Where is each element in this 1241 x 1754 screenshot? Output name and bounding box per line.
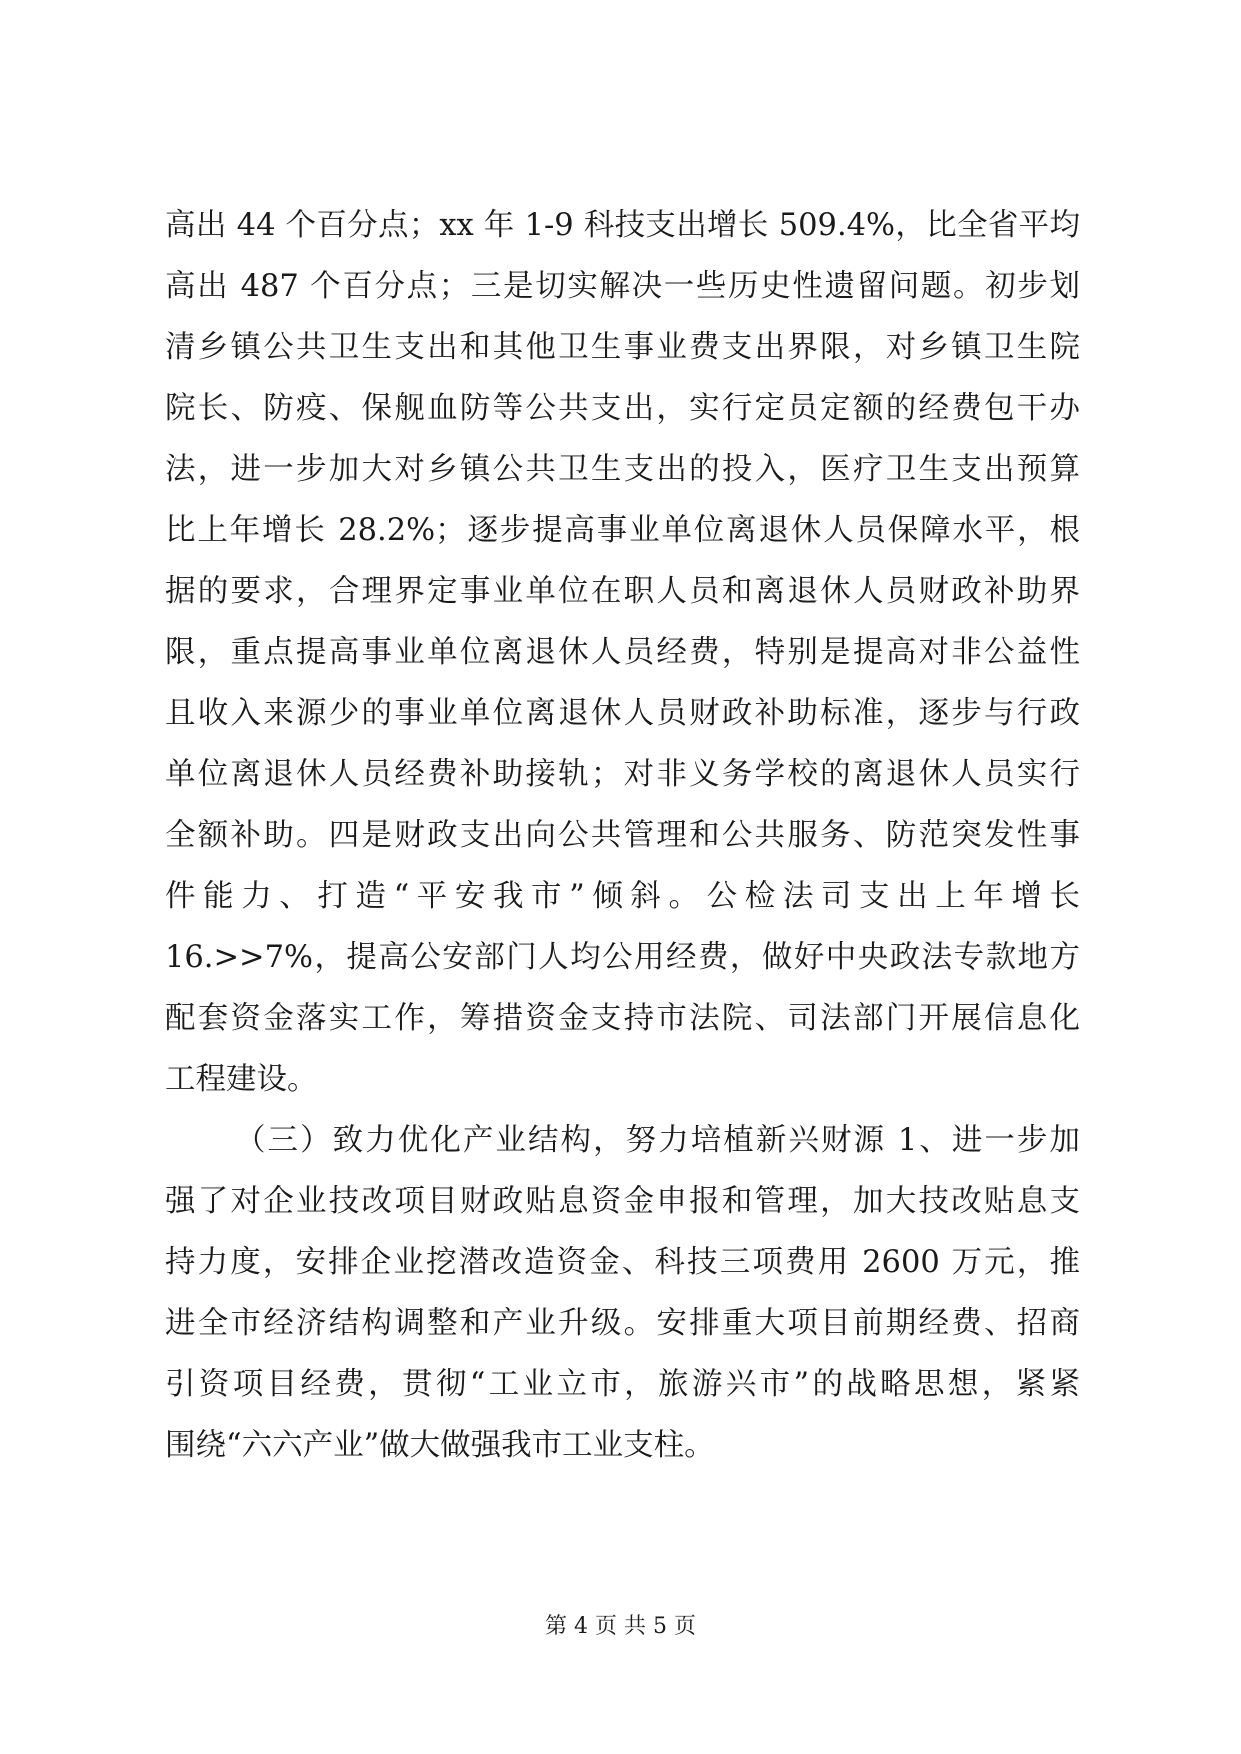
section-heading-line: （三）致力优化产业结构，努力培植新兴财源 1、进一步加 xyxy=(235,1123,1080,1158)
text-line: 工程建设。 xyxy=(165,1062,318,1097)
page-number-footer: 第 4 页 共 5 页 xyxy=(545,1614,696,1639)
text-line: 高出 487 个百分点；三是切实解决一些历史性遗留问题。初步划 xyxy=(165,269,1080,304)
text-line: 且收入来源少的事业单位离退休人员财政补助标准，逐步与行政 xyxy=(165,696,1080,731)
body-text xyxy=(165,195,1080,1476)
text-line: 围绕“六六产业”做大做强我市工业支柱。 xyxy=(165,1428,715,1463)
text-line: 据的要求，合理界定事业单位在职人员和离退休人员财政补助界 xyxy=(165,574,1080,609)
text-line: 件能力、打造“平安我市”倾斜。公检法司支出上年增长 xyxy=(165,879,1080,914)
text-line: 清乡镇公共卫生支出和其他卫生事业费支出界限，对乡镇卫生院 xyxy=(165,330,1080,365)
text-line: 院长、防疫、保舰血防等公共支出，实行定员定额的经费包干办 xyxy=(165,391,1080,426)
text-line: 持力度，安排企业挖潜改造资金、科技三项费用 2600 万元，推 xyxy=(165,1245,1080,1280)
text-line: 全额补助。四是财政支出向公共管理和公共服务、防范突发性事 xyxy=(165,818,1080,853)
text-line: 进全市经济结构调整和产业升级。安排重大项目前期经费、招商 xyxy=(165,1306,1080,1341)
text-line: 比上年增长 28.2%；逐步提高事业单位离退休人员保障水平，根 xyxy=(165,513,1080,548)
text-line: 单位离退休人员经费补助接轨；对非义务学校的离退休人员实行 xyxy=(165,757,1080,792)
text-line: 限，重点提高事业单位离退休人员经费，特别是提高对非公益性 xyxy=(165,635,1080,670)
text-line: 高出 44 个百分点；xx 年 1-9 科技支出增长 509.4%，比全省平均 xyxy=(165,208,1080,243)
text-line: 引资项目经费，贯彻“工业立市，旅游兴市”的战略思想，紧紧 xyxy=(165,1367,1080,1402)
text-line: 配套资金落实工作，筹措资金支持市法院、司法部门开展信息化 xyxy=(165,1001,1080,1036)
text-line: 16.>>7%，提高公安部门人均公用经费，做好中央政法专款地方 xyxy=(165,940,1080,975)
text-line: 法，进一步加大对乡镇公共卫生支出的投入，医疗卫生支出预算 xyxy=(165,452,1080,487)
text-line: 强了对企业技改项目财政贴息资金申报和管理，加大技改贴息支 xyxy=(165,1184,1080,1219)
